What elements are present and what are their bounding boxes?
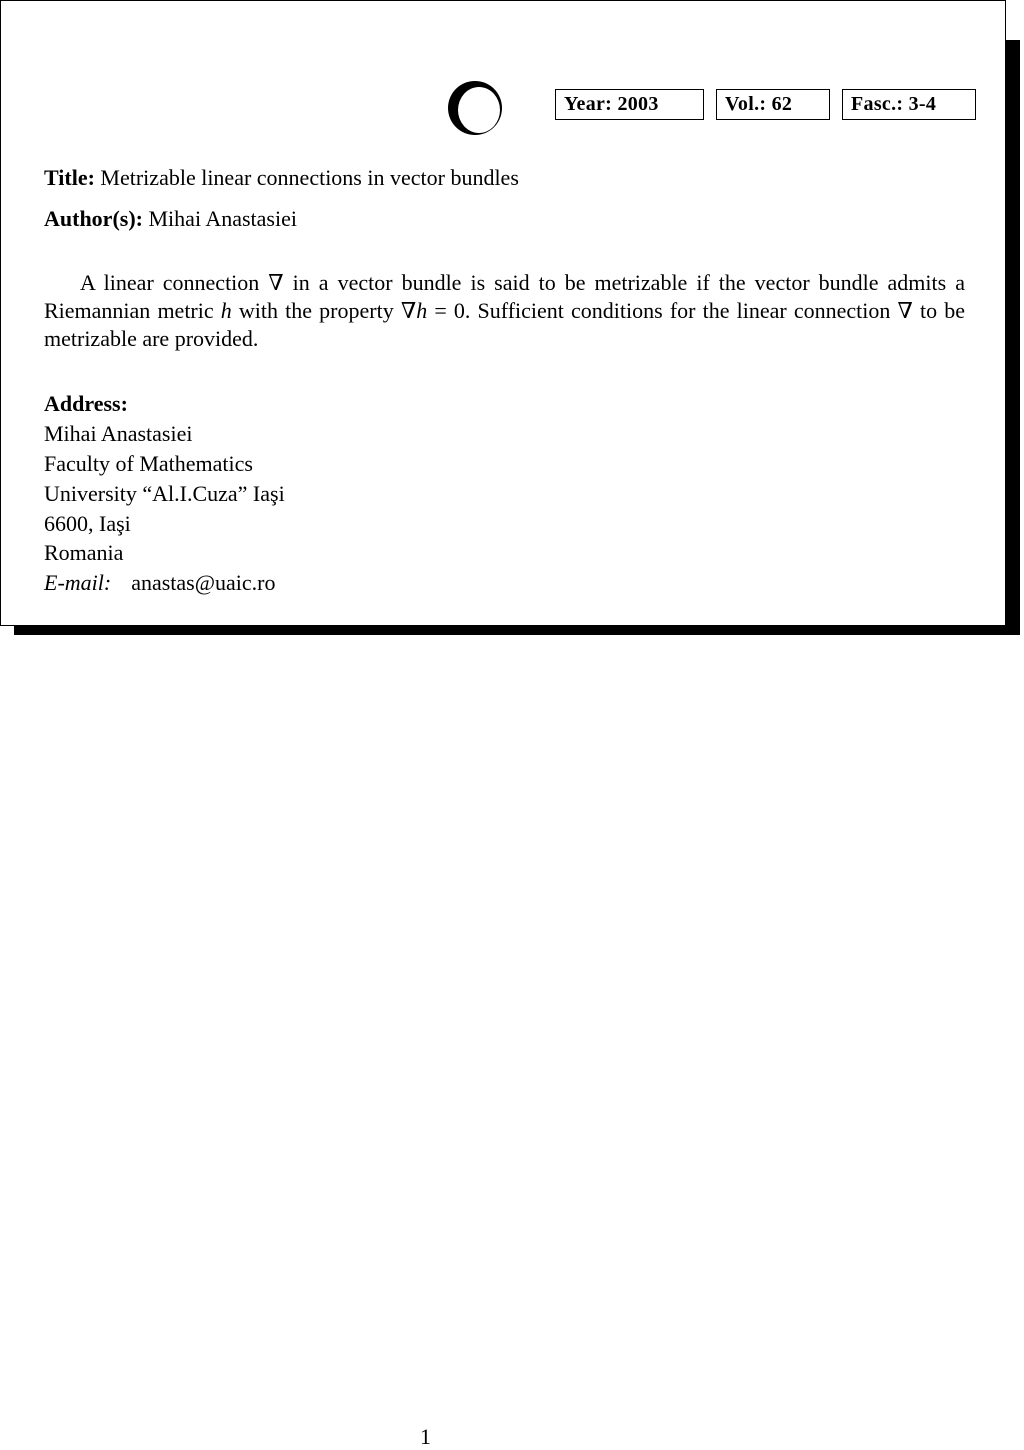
page-number: 1 [420,1424,431,1449]
abstract [44,269,965,353]
paper-title: Metrizable linear connections in vector bundles [100,165,519,190]
address-heading: Address: [44,391,128,416]
author-line [44,206,297,232]
address-line: Romania [44,540,124,565]
journal-logo-icon [446,79,504,137]
title-label: Title: [44,165,95,190]
fascicle-box: Fasc.: 3-4 [842,89,976,120]
address-line: University “Al.I.Cuza” Iaşi [44,481,285,506]
email-address[interactable]: anastas@uaic.ro [131,570,276,595]
abstract-metric-symbol: h [220,298,232,323]
authors-label: Author(s): [44,206,143,231]
abstract-part-3: = 0. Sufficient conditions for the linear connection ∇ to be metrizable are provided. [44,298,966,351]
volume-box: Vol.: 62 [716,89,830,120]
abstract-part-1: A linear connection ∇ in a vector bundle is said to be metrizable if the vector bundle admits a Riemannian metric [44,270,965,323]
address-line: Faculty of Mathematics [44,451,253,476]
abstract-metric-symbol-2: h [416,298,428,323]
abstract-part-2: with the property ∇ [231,298,417,323]
title-line [44,165,519,191]
email-label: E-mail: [44,570,112,595]
email-line [44,570,275,596]
year-box: Year: 2003 [555,89,704,120]
paper-authors: Mihai Anastasiei [148,206,297,231]
address-line: 6600, Iaşi [44,511,131,536]
paper-card [0,0,1006,626]
address-line: Mihai Anastasiei [44,421,193,446]
